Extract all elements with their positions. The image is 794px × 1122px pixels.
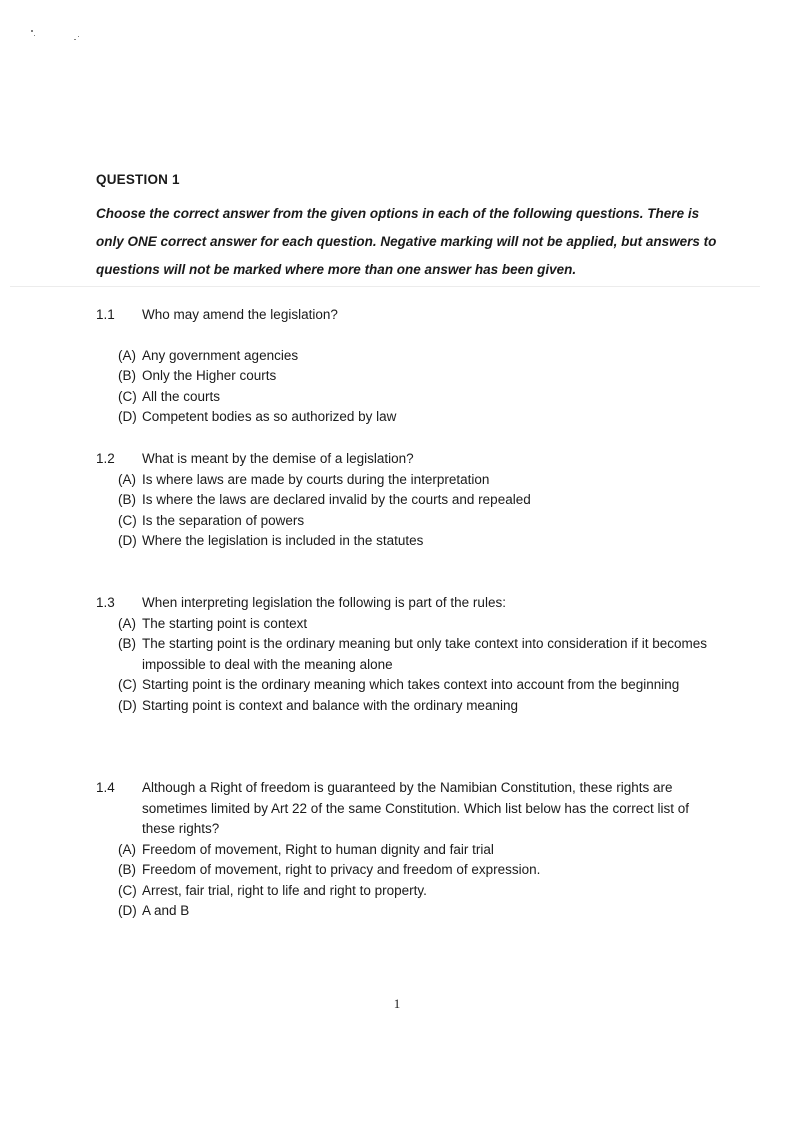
option-text: A and B — [142, 903, 190, 918]
option-letter: (A) — [118, 841, 136, 857]
option-text: Competent bodies as so authorized by law — [142, 409, 397, 424]
option-letter: (C) — [118, 882, 137, 898]
option-letter: (C) — [118, 677, 137, 692]
question-number: 1.1 — [96, 307, 115, 322]
option-text: Freedom of movement, Right to human dignity and fair trial — [142, 841, 494, 857]
option-c — [118, 387, 716, 408]
option-a — [118, 470, 716, 491]
question-1-2 — [96, 449, 716, 552]
option-d — [118, 901, 716, 922]
option-c — [118, 881, 716, 902]
option-b — [118, 634, 716, 675]
option-c — [118, 511, 716, 532]
scan-speck — [74, 39, 76, 40]
option-letter: (B) — [118, 862, 136, 877]
option-d — [118, 531, 716, 552]
option-text: Where the legislation is included in the statutes — [142, 533, 424, 548]
option-letter: (B) — [118, 368, 136, 383]
option-text: All the courts — [142, 388, 221, 404]
question-1-3 — [96, 593, 716, 716]
option-text: Is where the laws are declared invalid by the courts and repealed — [142, 492, 531, 507]
option-letter: (C) — [118, 512, 137, 528]
option-letter: (B) — [118, 492, 136, 507]
option-list — [96, 346, 716, 428]
divider — [10, 286, 760, 287]
instructions: Choose the correct answer from the given options in each of the following questions. There is only ONE correct answer for each question. Negative marking will not be applied, but answers to questions will not be marked where more than one answer has been given. — [96, 206, 717, 277]
option-b — [118, 490, 716, 511]
option-a — [118, 346, 716, 367]
option-list — [96, 614, 716, 717]
question-number: 1.4 — [96, 780, 115, 795]
option-letter: (D) — [118, 533, 137, 548]
option-d — [118, 696, 716, 717]
option-text: The starting point is the ordinary meaning but only take context into consideration if it becomes impossible to deal with the meaning alone — [142, 636, 708, 672]
option-text: Starting point is context and balance with the ordinary meaning — [142, 697, 518, 713]
option-letter: (C) — [118, 388, 137, 404]
option-letter: (D) — [118, 409, 137, 424]
option-text: Starting point is the ordinary meaning which takes context into account from the beginning — [142, 677, 680, 692]
page-number: 1 — [393, 996, 401, 1011]
question-1-4 — [96, 778, 716, 922]
question-1-1 — [96, 305, 716, 428]
option-a — [118, 840, 716, 861]
option-d — [118, 407, 716, 428]
option-text: Any government agencies — [142, 347, 299, 363]
option-letter: (A) — [118, 615, 136, 631]
scan-speck — [34, 35, 35, 36]
option-letter: (D) — [118, 903, 137, 918]
scan-speck — [31, 30, 33, 32]
question-text: Although a Right of freedom is guaranteed by the Namibian Constitution, these rights are sometimes limited by Art 22 of the same Constitution. Which list below has the correct list of these rights? — [142, 780, 689, 836]
question-number: 1.2 — [96, 451, 115, 466]
option-text: Is the separation of powers — [142, 512, 305, 528]
option-letter: (A) — [118, 471, 136, 487]
scan-speck — [78, 36, 79, 37]
question-text: When interpreting legislation the following is part of the rules: — [142, 595, 506, 610]
option-b — [118, 860, 716, 881]
option-text: Freedom of movement, right to privacy and freedom of expression. — [142, 862, 541, 877]
option-text: Arrest, fair trial, right to life and right to property. — [142, 882, 427, 898]
option-b — [118, 366, 716, 387]
question-heading: QUESTION 1 — [96, 172, 180, 187]
option-list — [96, 470, 716, 552]
option-list — [96, 840, 716, 922]
question-text: Who may amend the legislation? — [142, 307, 338, 322]
option-text: Only the Higher courts — [142, 368, 277, 383]
option-c — [118, 675, 716, 696]
option-letter: (D) — [118, 697, 137, 713]
option-letter: (A) — [118, 347, 136, 363]
option-text: Is where laws are made by courts during the interpretation — [142, 471, 490, 487]
option-text: The starting point is context — [142, 615, 308, 631]
option-a — [118, 614, 716, 635]
question-number: 1.3 — [96, 595, 115, 610]
question-text: What is meant by the demise of a legislation? — [142, 451, 414, 466]
option-letter: (B) — [118, 636, 136, 651]
